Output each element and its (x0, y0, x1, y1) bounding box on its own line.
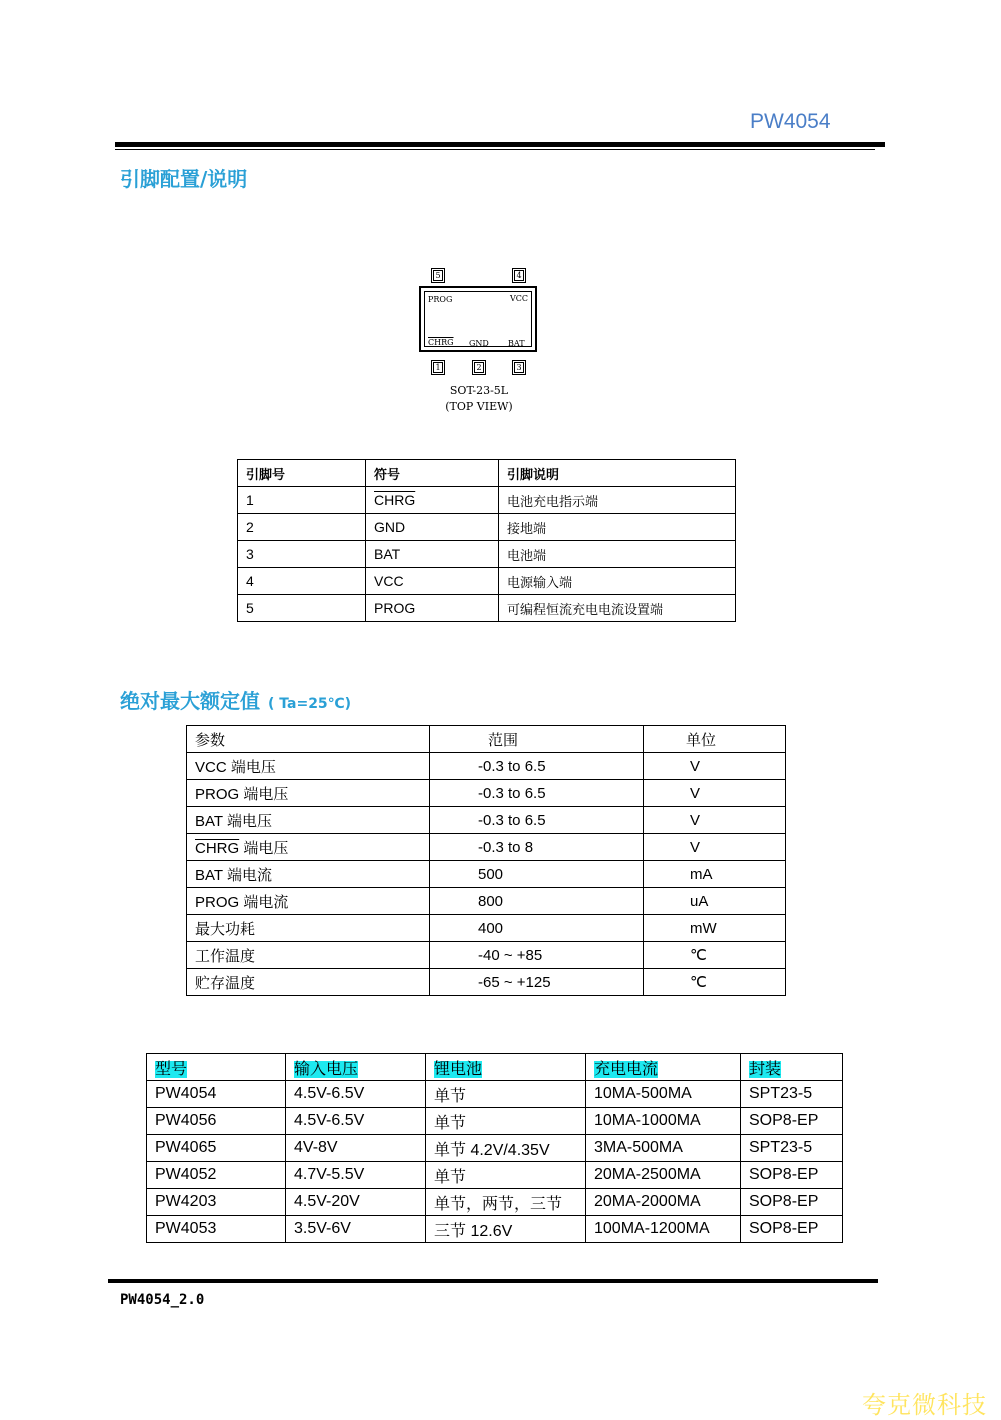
param-prefix: BAT (195, 866, 223, 884)
param-prefix: BAT (195, 812, 223, 830)
label-bat: BAT (508, 339, 525, 348)
label-prog: PROG (428, 295, 453, 304)
package-diagram (419, 264, 539, 414)
pin-symbol-cell: CHRG (366, 487, 499, 514)
package-caption: SOT-23-5L (449, 384, 509, 397)
abs-max-condition: ( Ta=25℃) (268, 696, 352, 712)
unit-cell: mA (644, 861, 786, 888)
header-cell (426, 1054, 586, 1081)
param-suffix: 最大功耗 (195, 920, 256, 938)
range-cell: -0.3 to 6.5 (430, 753, 644, 780)
pin-desc-cell: 接地端 (499, 514, 736, 541)
battery-cell: 单节 (426, 1081, 586, 1108)
voltage-cell: 4V-8V (286, 1135, 426, 1162)
header-rule-thick (115, 142, 885, 147)
package-cell: SPT23-5 (741, 1081, 843, 1108)
range-cell: 800 (430, 888, 644, 915)
unit-cell: V (644, 834, 786, 861)
param-cell (187, 753, 430, 780)
unit-cell: uA (644, 888, 786, 915)
pin-number-4: 4 (516, 271, 522, 280)
model-cell: PW4065 (147, 1135, 286, 1162)
footer-brand-watermark: 夸克微科技 (862, 1391, 987, 1419)
header-cell (586, 1054, 741, 1081)
param-prefix: PROG (195, 893, 240, 911)
pin-symbol-cell: GND (366, 514, 499, 541)
range-cell: -0.3 to 6.5 (430, 780, 644, 807)
footer-doc-id: PW4054_2.0 (120, 1292, 205, 1308)
unit-cell: V (644, 807, 786, 834)
table-row (238, 541, 736, 568)
table-row (238, 568, 736, 595)
table-row (187, 807, 786, 834)
table-row (187, 753, 786, 780)
header-highlight: 锂电池 (434, 1060, 483, 1078)
label-chrg: CHRG (428, 338, 454, 347)
table-header-row (147, 1054, 843, 1081)
label-gnd: GND (469, 339, 489, 348)
pin-box-3 (512, 360, 526, 375)
table-row (147, 1135, 843, 1162)
model-cell: PW4053 (147, 1216, 286, 1243)
package-cell: SOP8-EP (741, 1189, 843, 1216)
header-cell: 符号 (366, 460, 499, 487)
table-row (147, 1081, 843, 1108)
unit-cell: ℃ (644, 969, 786, 996)
pin-desc-cell: 电池充电指示端 (499, 487, 736, 514)
table-row (187, 969, 786, 996)
param-suffix: 端电压 (239, 785, 289, 803)
param-cell (187, 915, 430, 942)
header-cell: 引脚说明 (499, 460, 736, 487)
package-view: (TOP VIEW) (445, 400, 513, 413)
model-cell: PW4052 (147, 1162, 286, 1189)
param-cell (187, 861, 430, 888)
header-rule-thin (115, 149, 875, 150)
table-row (238, 514, 736, 541)
range-cell: -65 ~ +125 (430, 969, 644, 996)
range-cell: -0.3 to 8 (430, 834, 644, 861)
abs-max-title-text: 绝对最大额定值 (120, 689, 260, 713)
package-cell: SOP8-EP (741, 1216, 843, 1243)
voltage-cell: 4.5V-20V (286, 1189, 426, 1216)
footer-rule (108, 1279, 878, 1283)
header-cell: 参数 (187, 726, 430, 753)
model-cell: PW4203 (147, 1189, 286, 1216)
pin-box-5 (431, 268, 445, 283)
param-suffix: 端电压 (226, 758, 276, 776)
header-highlight: 输入电压 (294, 1060, 359, 1078)
current-cell: 10MA-500MA (586, 1081, 741, 1108)
pin-symbol-cell: BAT (366, 541, 499, 568)
header-cell: 范围 (430, 726, 644, 753)
pin-desc-cell: 电源输入端 (499, 568, 736, 595)
table-row (147, 1216, 843, 1243)
label-vcc: VCC (509, 294, 528, 303)
model-cell: PW4054 (147, 1081, 286, 1108)
battery-cell: 单节 (426, 1108, 586, 1135)
pin-desc-cell: 可编程恒流充电电流设置端 (499, 595, 736, 622)
param-cell (187, 834, 430, 861)
pin-number-cell: 3 (238, 541, 366, 568)
battery-cell: 三节 12.6V (426, 1216, 586, 1243)
model-table (146, 1053, 843, 1243)
pin-number-cell: 2 (238, 514, 366, 541)
param-cell (187, 888, 430, 915)
unit-cell: V (644, 753, 786, 780)
voltage-cell: 4.7V-5.5V (286, 1162, 426, 1189)
param-suffix: 端电压 (222, 812, 272, 830)
pin-number-1: 1 (435, 363, 441, 372)
package-body (419, 286, 537, 352)
table-header-row (238, 460, 736, 487)
param-cell (187, 969, 430, 996)
battery-cell: 单节 (426, 1162, 586, 1189)
header-cell (286, 1054, 426, 1081)
param-suffix: 端电流 (222, 866, 272, 884)
header-highlight: 充电电流 (594, 1060, 659, 1078)
pin-number-cell: 1 (238, 487, 366, 514)
header-cell (147, 1054, 286, 1081)
pin-box-1 (431, 360, 445, 375)
param-cell (187, 942, 430, 969)
param-prefix: PROG (195, 785, 240, 803)
header-cell (741, 1054, 843, 1081)
current-cell: 20MA-2000MA (586, 1189, 741, 1216)
header-cell: 单位 (644, 726, 786, 753)
table-row (187, 942, 786, 969)
battery-cell: 单节 4.2V/4.35V (426, 1135, 586, 1162)
unit-cell: mW (644, 915, 786, 942)
pin-box-4 (512, 268, 526, 283)
param-suffix: 端电流 (239, 893, 289, 911)
unit-cell: ℃ (644, 942, 786, 969)
abs-max-table (186, 725, 786, 996)
pin-number-5: 5 (435, 271, 441, 280)
param-suffix: 端电压 (239, 839, 289, 857)
voltage-cell: 4.5V-6.5V (286, 1081, 426, 1108)
battery-cell: 单节，两节，三节 (426, 1189, 586, 1216)
current-cell: 100MA-1200MA (586, 1216, 741, 1243)
table-row (238, 595, 736, 622)
pin-symbol-cell: VCC (366, 568, 499, 595)
table-row (147, 1108, 843, 1135)
param-suffix: 贮存温度 (195, 974, 256, 992)
param-prefix: VCC (195, 758, 227, 776)
voltage-cell: 3.5V-6V (286, 1216, 426, 1243)
current-cell: 10MA-1000MA (586, 1108, 741, 1135)
pin-box-2 (472, 360, 486, 375)
package-cell: SOP8-EP (741, 1162, 843, 1189)
package-cell: SPT23-5 (741, 1135, 843, 1162)
pin-number-cell: 5 (238, 595, 366, 622)
param-prefix: CHRG (195, 839, 240, 857)
table-row (187, 861, 786, 888)
pin-number-cell: 4 (238, 568, 366, 595)
table-row (187, 780, 786, 807)
model-cell: PW4056 (147, 1108, 286, 1135)
pin-table (237, 459, 736, 622)
pin-number-3: 3 (516, 363, 522, 372)
current-cell: 3MA-500MA (586, 1135, 741, 1162)
param-cell (187, 780, 430, 807)
table-row (187, 915, 786, 942)
range-cell: -0.3 to 6.5 (430, 807, 644, 834)
pin-section-title: 引脚配置/说明 (120, 167, 248, 191)
unit-cell: V (644, 780, 786, 807)
table-row (187, 888, 786, 915)
range-cell: 400 (430, 915, 644, 942)
table-row (147, 1189, 843, 1216)
header-title: PW4054 (750, 110, 831, 133)
table-row (187, 834, 786, 861)
table-row (238, 487, 736, 514)
range-cell: 500 (430, 861, 644, 888)
pin-symbol-cell: PROG (366, 595, 499, 622)
table-row (147, 1162, 843, 1189)
current-cell: 20MA-2500MA (586, 1162, 741, 1189)
range-cell: -40 ~ +85 (430, 942, 644, 969)
param-suffix: 工作温度 (195, 947, 256, 965)
pin-desc-cell: 电池端 (499, 541, 736, 568)
package-cell: SOP8-EP (741, 1108, 843, 1135)
abs-max-section-title (120, 685, 351, 714)
pin-number-2: 2 (476, 363, 482, 372)
header-cell: 引脚号 (238, 460, 366, 487)
voltage-cell: 4.5V-6.5V (286, 1108, 426, 1135)
header-highlight: 封装 (749, 1060, 782, 1078)
table-header-row (187, 726, 786, 753)
header-highlight: 型号 (155, 1060, 188, 1078)
param-cell (187, 807, 430, 834)
